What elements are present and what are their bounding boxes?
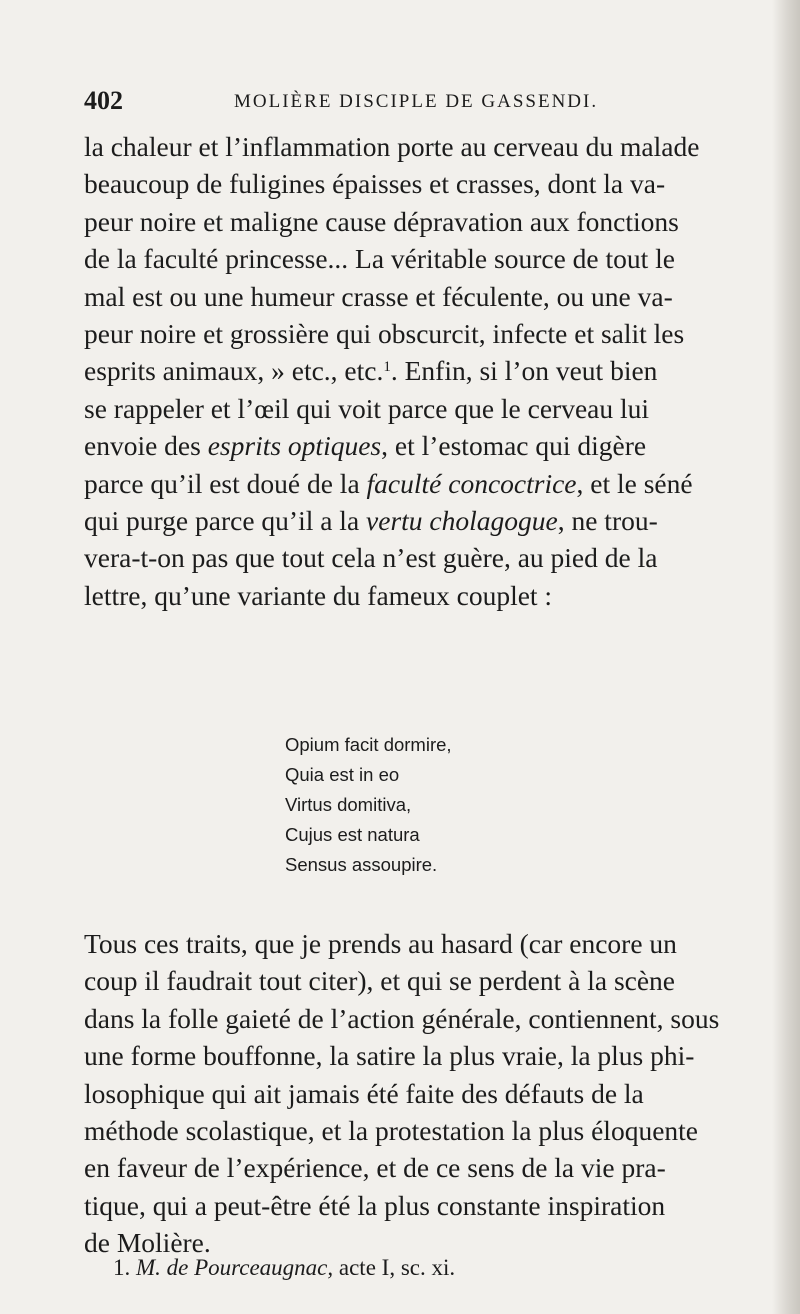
text-line: peur noire et grossière qui obscurcit, infecte et salit les [84, 318, 685, 350]
text-line [84, 465, 724, 502]
text-line: une forme bouffonne, la satire la plus vraie, la plus phi- [84, 1040, 695, 1072]
text-line: Tous ces traits, que je prends au hasard (car encore un [84, 928, 677, 959]
text-line: peur noire et maligne cause dépravation aux fonctions [84, 205, 679, 237]
text-line [84, 427, 724, 464]
text-line: lettre, qu’une variante du fameux couplet : [84, 579, 553, 611]
text-line: beaucoup de fuligines épaisses et crasses, dont la va- [84, 168, 666, 200]
text-segment: , ne trou- [557, 505, 658, 537]
verse-line: Quia est in eo [285, 764, 400, 785]
page-edge-shadow [772, 0, 800, 1314]
footnote [113, 1255, 455, 1281]
paragraph-2 [84, 925, 724, 1262]
footnote-marker: 1 [383, 359, 391, 376]
footnote-title: M. de Pourceaugnac, [136, 1255, 334, 1280]
page-header [84, 86, 724, 120]
italic-term: esprits optiques [207, 430, 382, 462]
text-line: la chaleur et l’inflammation porte au cerveau du malade [84, 131, 700, 162]
text-segment: qui purge parce qu’il a la [84, 505, 367, 537]
text-line: méthode scolastique, et la protestation la plus éloquente [84, 1115, 698, 1147]
italic-term: faculté concoctrice [366, 467, 577, 499]
text-line: vera-t-on pas que tout cela n’est guère, au pied de la [84, 542, 658, 574]
running-head: MOLIÈRE DISCIPLE DE GASSENDI. [234, 91, 599, 112]
text-line: coup il faudrait tout citer), et qui se perdent à la scène [84, 965, 676, 997]
text-segment: envoie des [84, 430, 208, 462]
text-line: mal est ou une humeur crasse et féculente, ou une va- [84, 280, 673, 312]
text-line: tique, qui a peut-être été la plus constante inspiration [84, 1189, 666, 1221]
paragraph-1 [84, 128, 724, 614]
text-line: en faveur de l’expérience, et de ce sens de la vie pra- [84, 1152, 666, 1184]
verse-line: Opium facit dormire, [285, 734, 452, 755]
page-number: 402 [84, 86, 123, 115]
footnote-reference: acte I, sc. xi. [333, 1255, 456, 1280]
verse-line: Virtus domitiva, [285, 794, 412, 815]
text-line: de la faculté princesse... La véritable source de tout le [84, 243, 675, 275]
text-line: de Molière. [84, 1227, 211, 1259]
text-line: losophique qui ait jamais été faite des défauts de la [84, 1077, 644, 1109]
text-segment: . Enfin, si l’on veut bien [390, 355, 658, 387]
text-segment: , et l’estomac qui digère [381, 430, 647, 462]
text-line: dans la folle gaieté de l’action générale, contiennent, sous [84, 1002, 720, 1034]
text-segment: , et le séné [576, 467, 693, 499]
text-segment: parce qu’il est doué de la [84, 467, 367, 499]
italic-term: vertu cholagogue [366, 505, 558, 537]
verse-line: Cujus est natura [285, 824, 420, 845]
verse-line: Sensus assoupire. [285, 854, 438, 875]
text-segment: esprits animaux, » etc., etc. [84, 355, 384, 387]
verse-quotation [285, 730, 452, 880]
text-line [84, 352, 724, 389]
text-line [84, 502, 724, 539]
text-line: se rappeler et l’œil qui voit parce que le cerveau lui [84, 392, 650, 424]
footnote-number: 1. [113, 1255, 131, 1280]
